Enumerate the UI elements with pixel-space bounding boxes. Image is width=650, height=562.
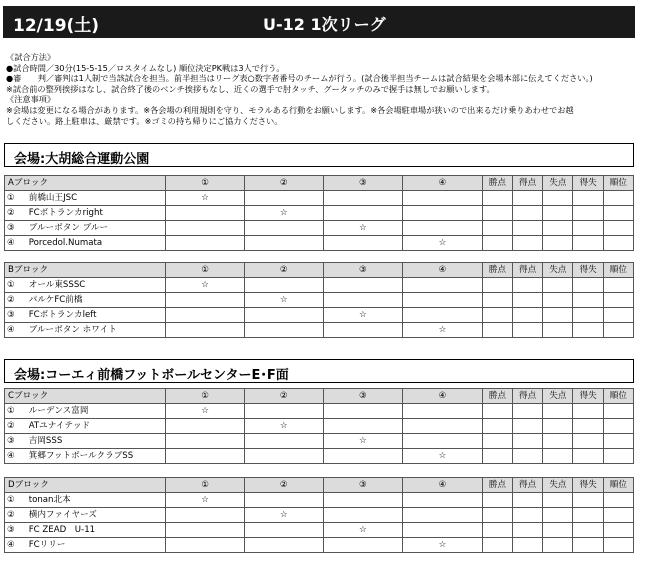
column-header: ② xyxy=(244,263,323,278)
column-header: 得点 xyxy=(513,478,543,493)
self-match-star: ☆ xyxy=(166,278,245,293)
result-cell xyxy=(244,523,323,538)
self-match-star: ☆ xyxy=(403,236,483,251)
block-header-row xyxy=(5,478,634,493)
notes-line: ●審 判／審判は1人制で当該試合を担当。前半担当はリーグ表○数字者番号のチームが行う。(試合後半担当チームは試合結果を会場本部に伝えてください。) xyxy=(6,73,593,84)
result-cell xyxy=(482,323,512,338)
result-cell xyxy=(323,293,403,308)
result-cell xyxy=(323,206,403,221)
result-cell xyxy=(603,404,633,419)
result-cell xyxy=(543,323,573,338)
result-cell xyxy=(603,449,633,464)
notes-line: しください。路上駐車は、厳禁です。※ゴミの持ち帰りにご協力ください。 xyxy=(6,115,283,126)
team-row xyxy=(5,449,634,464)
result-cell xyxy=(244,434,323,449)
team-number: ③ xyxy=(7,436,15,446)
team-name: 吉岡SSS xyxy=(28,436,63,446)
column-header: 勝点 xyxy=(482,263,512,278)
team-name: FC ZEAD U-11 xyxy=(28,525,96,535)
team-row xyxy=(5,278,634,293)
result-cell xyxy=(603,538,633,553)
column-header: 得点 xyxy=(513,389,543,404)
result-cell xyxy=(603,523,633,538)
team-cell xyxy=(5,493,166,508)
result-cell xyxy=(323,404,403,419)
result-cell xyxy=(482,508,512,523)
result-cell xyxy=(166,419,245,434)
result-cell xyxy=(543,308,573,323)
column-header: ② xyxy=(244,176,323,191)
result-cell xyxy=(513,236,543,251)
column-header: 順位 xyxy=(603,389,633,404)
result-cell xyxy=(543,523,573,538)
result-cell xyxy=(244,404,323,419)
column-header: 勝点 xyxy=(482,176,512,191)
team-number: ① xyxy=(7,406,15,416)
column-header: 勝点 xyxy=(482,478,512,493)
self-match-star: ☆ xyxy=(403,323,483,338)
result-cell xyxy=(244,538,323,553)
result-cell xyxy=(573,191,603,206)
result-cell xyxy=(482,493,512,508)
result-cell xyxy=(603,323,633,338)
result-cell xyxy=(513,221,543,236)
column-header: 得点 xyxy=(513,176,543,191)
team-cell xyxy=(5,206,166,221)
column-header: 失点 xyxy=(543,389,573,404)
column-header: ① xyxy=(166,389,245,404)
result-cell xyxy=(543,404,573,419)
result-cell xyxy=(244,493,323,508)
result-cell xyxy=(513,308,543,323)
team-row xyxy=(5,221,634,236)
block-label: Cブロック xyxy=(5,389,166,404)
team-number: ④ xyxy=(7,451,15,461)
team-name: 箕郷フットボールクラブSS xyxy=(28,451,134,461)
result-cell xyxy=(573,523,603,538)
column-header: ④ xyxy=(403,176,483,191)
team-row xyxy=(5,508,634,523)
result-cell xyxy=(403,191,483,206)
column-header: 得失 xyxy=(573,389,603,404)
result-cell xyxy=(573,323,603,338)
team-cell xyxy=(5,191,166,206)
result-cell xyxy=(603,206,633,221)
result-cell xyxy=(573,434,603,449)
team-number: ① xyxy=(7,495,15,505)
block-table xyxy=(4,477,634,553)
match-date: 12/19(土) xyxy=(13,16,100,36)
team-row xyxy=(5,434,634,449)
self-match-star: ☆ xyxy=(166,404,245,419)
block-header-row xyxy=(5,389,634,404)
team-name: FCリリー xyxy=(28,540,66,550)
notes-line: ※会場は変更になる場合があります。※各会場の利用規則を守り、モラルある行動をお願いします。※各会場駐車場が狭いので出来るだけ乗りあわせでお越 xyxy=(6,104,574,115)
column-header: 得点 xyxy=(513,263,543,278)
team-row xyxy=(5,236,634,251)
result-cell xyxy=(603,508,633,523)
result-cell xyxy=(603,278,633,293)
team-number: ③ xyxy=(7,310,15,320)
team-name: パルケFC前橋 xyxy=(28,295,83,305)
result-cell xyxy=(543,293,573,308)
result-cell xyxy=(603,293,633,308)
result-cell xyxy=(403,419,483,434)
result-cell xyxy=(543,191,573,206)
self-match-star: ☆ xyxy=(403,449,483,464)
column-header: ① xyxy=(166,176,245,191)
result-cell xyxy=(573,236,603,251)
result-cell xyxy=(482,449,512,464)
result-cell xyxy=(166,236,245,251)
team-cell xyxy=(5,404,166,419)
team-cell xyxy=(5,434,166,449)
result-cell xyxy=(482,191,512,206)
result-cell xyxy=(573,404,603,419)
notes-line: 《試合方法》 xyxy=(6,52,56,62)
team-number: ① xyxy=(7,193,15,203)
result-cell xyxy=(543,236,573,251)
result-cell xyxy=(482,419,512,434)
result-cell xyxy=(513,523,543,538)
column-header: 得失 xyxy=(573,176,603,191)
result-cell xyxy=(603,221,633,236)
column-header: ④ xyxy=(403,478,483,493)
column-header: 得失 xyxy=(573,263,603,278)
result-cell xyxy=(403,404,483,419)
self-match-star: ☆ xyxy=(244,293,323,308)
team-name: ブルーボタン ブルー xyxy=(28,223,109,233)
result-cell xyxy=(166,308,245,323)
self-match-star: ☆ xyxy=(323,221,403,236)
column-header: ① xyxy=(166,478,245,493)
team-row xyxy=(5,206,634,221)
team-cell xyxy=(5,278,166,293)
column-header: ③ xyxy=(323,478,403,493)
self-match-star: ☆ xyxy=(166,493,245,508)
team-name: tonan北本 xyxy=(28,495,71,505)
result-cell xyxy=(513,538,543,553)
block-label: Aブロック xyxy=(5,176,166,191)
block-table xyxy=(4,175,634,251)
block-table xyxy=(4,388,634,464)
team-cell xyxy=(5,449,166,464)
team-name: ルーデンス富岡 xyxy=(28,406,89,416)
block-label: Dブロック xyxy=(5,478,166,493)
result-cell xyxy=(482,221,512,236)
result-cell xyxy=(543,449,573,464)
result-cell xyxy=(573,206,603,221)
self-match-star: ☆ xyxy=(166,191,245,206)
self-match-star: ☆ xyxy=(244,419,323,434)
result-cell xyxy=(482,236,512,251)
team-name: FCボトランカleft xyxy=(28,310,97,320)
self-match-star: ☆ xyxy=(403,538,483,553)
self-match-star: ☆ xyxy=(323,308,403,323)
result-cell xyxy=(244,191,323,206)
result-cell xyxy=(166,523,245,538)
team-cell xyxy=(5,419,166,434)
result-cell xyxy=(513,434,543,449)
column-header: ④ xyxy=(403,263,483,278)
result-cell xyxy=(403,293,483,308)
result-cell xyxy=(323,419,403,434)
team-number: ③ xyxy=(7,525,15,535)
result-cell xyxy=(403,523,483,538)
team-name: ATユナイテッド xyxy=(28,421,91,431)
result-cell xyxy=(482,293,512,308)
result-cell xyxy=(482,523,512,538)
result-cell xyxy=(603,493,633,508)
team-row xyxy=(5,308,634,323)
team-name: 前橋山王JSC xyxy=(28,193,78,203)
result-cell xyxy=(573,278,603,293)
result-cell xyxy=(323,508,403,523)
team-cell xyxy=(5,538,166,553)
venue-title: 会場:大胡総合運動公園 xyxy=(4,143,634,167)
self-match-star: ☆ xyxy=(323,434,403,449)
team-name: Porcedol.Numata xyxy=(28,238,103,248)
result-cell xyxy=(482,206,512,221)
team-row xyxy=(5,523,634,538)
team-number: ② xyxy=(7,208,15,218)
column-header: ② xyxy=(244,389,323,404)
result-cell xyxy=(513,404,543,419)
block-table xyxy=(4,262,634,338)
result-cell xyxy=(543,538,573,553)
result-cell xyxy=(543,221,573,236)
result-cell xyxy=(403,206,483,221)
result-cell xyxy=(403,493,483,508)
venue-title: 会場:コーエィ前橋フットボールセンターE･F面 xyxy=(4,359,634,383)
result-cell xyxy=(513,191,543,206)
team-row xyxy=(5,493,634,508)
notes-line: ●試合時間／30分(15-5-15／ロスタイムなし) 順位決定PK戦は3人で行う。 xyxy=(6,62,285,73)
team-name: 横内ファイヤーズ xyxy=(28,510,97,520)
result-cell xyxy=(403,308,483,323)
team-name: ブルーボタン ホワイト xyxy=(28,325,117,335)
result-cell xyxy=(244,323,323,338)
result-cell xyxy=(482,538,512,553)
column-header: ③ xyxy=(323,263,403,278)
team-name: オール東SSSC xyxy=(28,280,86,290)
result-cell xyxy=(513,419,543,434)
result-cell xyxy=(543,206,573,221)
column-header: 失点 xyxy=(543,478,573,493)
team-row xyxy=(5,538,634,553)
result-cell xyxy=(244,221,323,236)
result-cell xyxy=(244,278,323,293)
result-cell xyxy=(543,434,573,449)
team-row xyxy=(5,419,634,434)
result-cell xyxy=(513,449,543,464)
team-number: ④ xyxy=(7,325,15,335)
result-cell xyxy=(166,293,245,308)
block-header-row xyxy=(5,263,634,278)
result-cell xyxy=(513,493,543,508)
result-cell xyxy=(513,508,543,523)
team-row xyxy=(5,404,634,419)
column-header: 順位 xyxy=(603,176,633,191)
column-header: ③ xyxy=(323,176,403,191)
team-number: ② xyxy=(7,510,15,520)
notes-section xyxy=(6,52,636,126)
result-cell xyxy=(482,434,512,449)
page-header xyxy=(3,6,635,38)
column-header: ③ xyxy=(323,389,403,404)
team-cell xyxy=(5,308,166,323)
result-cell xyxy=(323,449,403,464)
result-cell xyxy=(323,493,403,508)
result-cell xyxy=(166,434,245,449)
result-cell xyxy=(323,278,403,293)
notes-line: ※試合前の整列挨拶はなし、試合終了後のベンチ挨拶もなし、近くの選手で肘タッチ、グータッチのみで握手は無しでお願いします。 xyxy=(6,83,495,94)
block-label: Bブロック xyxy=(5,263,166,278)
column-header: 得失 xyxy=(573,478,603,493)
result-cell xyxy=(513,323,543,338)
self-match-star: ☆ xyxy=(244,206,323,221)
result-cell xyxy=(403,434,483,449)
block-header-row xyxy=(5,176,634,191)
result-cell xyxy=(323,538,403,553)
team-cell xyxy=(5,236,166,251)
result-cell xyxy=(543,508,573,523)
result-cell xyxy=(166,538,245,553)
column-header: 順位 xyxy=(603,478,633,493)
result-cell xyxy=(244,308,323,323)
result-cell xyxy=(603,434,633,449)
team-number: ④ xyxy=(7,238,15,248)
result-cell xyxy=(543,278,573,293)
result-cell xyxy=(513,206,543,221)
result-cell xyxy=(573,419,603,434)
result-cell xyxy=(573,449,603,464)
result-cell xyxy=(482,404,512,419)
column-header: 勝点 xyxy=(482,389,512,404)
team-cell xyxy=(5,523,166,538)
result-cell xyxy=(244,236,323,251)
result-cell xyxy=(573,308,603,323)
column-header: ④ xyxy=(403,389,483,404)
result-cell xyxy=(573,293,603,308)
column-header: ② xyxy=(244,478,323,493)
result-cell xyxy=(403,508,483,523)
result-cell xyxy=(603,191,633,206)
team-cell xyxy=(5,323,166,338)
team-cell xyxy=(5,293,166,308)
result-cell xyxy=(166,449,245,464)
result-cell xyxy=(513,293,543,308)
result-cell xyxy=(543,419,573,434)
self-match-star: ☆ xyxy=(244,508,323,523)
result-cell xyxy=(573,508,603,523)
result-cell xyxy=(323,236,403,251)
league-title: U-12 1次リーグ xyxy=(263,15,386,34)
result-cell xyxy=(482,308,512,323)
column-header: 失点 xyxy=(543,263,573,278)
result-cell xyxy=(513,278,543,293)
team-row xyxy=(5,293,634,308)
team-number: ② xyxy=(7,421,15,431)
result-cell xyxy=(323,323,403,338)
result-cell xyxy=(166,508,245,523)
result-cell xyxy=(244,449,323,464)
result-cell xyxy=(603,419,633,434)
result-cell xyxy=(543,493,573,508)
team-cell xyxy=(5,221,166,236)
team-number: ① xyxy=(7,280,15,290)
result-cell xyxy=(573,538,603,553)
result-cell xyxy=(603,236,633,251)
team-cell xyxy=(5,508,166,523)
team-number: ④ xyxy=(7,540,15,550)
result-cell xyxy=(166,221,245,236)
result-cell xyxy=(323,191,403,206)
result-cell xyxy=(573,493,603,508)
column-header: 失点 xyxy=(543,176,573,191)
team-row xyxy=(5,323,634,338)
self-match-star: ☆ xyxy=(323,523,403,538)
column-header: 順位 xyxy=(603,263,633,278)
column-header: ① xyxy=(166,263,245,278)
result-cell xyxy=(166,206,245,221)
result-cell xyxy=(482,278,512,293)
result-cell xyxy=(573,221,603,236)
result-cell xyxy=(403,278,483,293)
result-cell xyxy=(403,221,483,236)
result-cell xyxy=(603,308,633,323)
team-number: ③ xyxy=(7,223,15,233)
team-number: ② xyxy=(7,295,15,305)
team-name: FCボトランカright xyxy=(28,208,103,218)
result-cell xyxy=(166,323,245,338)
team-row xyxy=(5,191,634,206)
notes-line: 《注意事項》 xyxy=(6,94,56,105)
